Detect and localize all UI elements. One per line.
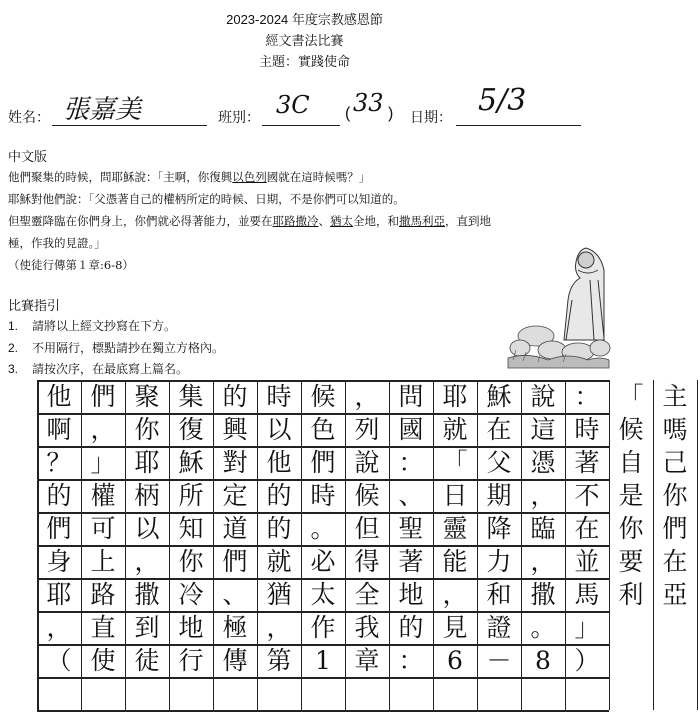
grid-cell: 猶	[257, 578, 302, 611]
grid-cell: ，	[521, 479, 566, 512]
grid-cell: 候	[345, 479, 390, 512]
grid-cell: 說	[345, 446, 390, 479]
grid-cell: ：	[389, 446, 434, 479]
grid-cell: ，	[345, 380, 390, 413]
number-value: 33	[353, 89, 384, 117]
place-judea: 猶太	[330, 214, 353, 228]
grid-cell: 時	[565, 413, 610, 446]
grid-cell: 候	[609, 413, 654, 446]
grid-cell: ，	[125, 545, 170, 578]
grid-cell: 上	[81, 545, 126, 578]
grid-cell: 臨	[521, 512, 566, 545]
grid-cell: 。	[301, 512, 346, 545]
grid-cell: 聚	[125, 380, 170, 413]
grid-cell: 要	[609, 545, 654, 578]
grid-cell: 聖	[389, 512, 434, 545]
grid-cell	[345, 677, 390, 710]
grid-line	[37, 446, 609, 448]
grid-cell: 能	[433, 545, 478, 578]
grid-cell: 力	[477, 545, 522, 578]
grid-line	[37, 710, 609, 712]
grid-cell: 傳	[213, 644, 258, 677]
grid-cell: ：	[565, 380, 610, 413]
grid-row	[37, 644, 609, 677]
grid-cell: 「	[609, 380, 654, 413]
passage-line-2: 耶穌對他們說：「父憑著自己的權柄所定的時候、日期，不是你們可以知道的。	[8, 192, 405, 206]
date-value: 5/3	[478, 83, 527, 118]
grid-cell: 亞	[653, 578, 698, 611]
grid-cell: 你	[125, 413, 170, 446]
grid-cell: 、	[213, 578, 258, 611]
grid-cell: ，	[37, 611, 82, 644]
grid-cell: 得	[345, 545, 390, 578]
grid-cell: 在	[477, 413, 522, 446]
grid-cell	[213, 677, 258, 710]
grid-cell: 的	[257, 479, 302, 512]
grid-line	[37, 545, 609, 547]
grid-cell: 期	[477, 479, 522, 512]
grid-cell: 」	[81, 446, 126, 479]
grid-cell	[169, 677, 214, 710]
place-jerusalem: 耶路撒冷	[272, 214, 319, 228]
name-value: 張嘉美	[63, 95, 142, 125]
grid-cell: 興	[213, 413, 258, 446]
grid-cell: 身	[37, 545, 82, 578]
grid-row	[37, 413, 688, 446]
grid-cell: 們	[37, 512, 82, 545]
grid-row	[37, 611, 609, 644]
grid-cell: 我	[345, 611, 390, 644]
grid-cell: 時	[257, 380, 302, 413]
grid-cell	[565, 677, 610, 710]
grid-cell: 時	[301, 479, 346, 512]
grid-cell: 到	[125, 611, 170, 644]
grid-line	[37, 512, 609, 514]
grid-cell: 。	[521, 611, 566, 644]
grid-cell: 在	[653, 545, 698, 578]
grid-cell: 徒	[125, 644, 170, 677]
grid-cell: 們	[81, 380, 126, 413]
grid-cell: 耶	[125, 446, 170, 479]
grid-cell: 「	[433, 446, 478, 479]
grid-cell	[257, 677, 302, 710]
grid-cell	[125, 677, 170, 710]
grid-cell: 利	[609, 578, 654, 611]
grid-cell: 啊	[37, 413, 82, 446]
grid-cell: 全	[345, 578, 390, 611]
grid-cell: 路	[81, 578, 126, 611]
grid-cell: ）	[565, 644, 610, 677]
grid-cell: 的	[257, 512, 302, 545]
writing-grid	[37, 380, 688, 712]
grid-cell: 著	[389, 545, 434, 578]
grid-cell: 太	[301, 578, 346, 611]
grid-line	[37, 611, 609, 613]
grid-cell: 6	[433, 644, 478, 677]
grid-cell: 復	[169, 413, 214, 446]
grid-cell: 和	[477, 578, 522, 611]
grid-cell: 們	[301, 446, 346, 479]
number-open-paren: (	[345, 105, 351, 122]
instruction-2: 2. 不用隔行，標點請抄在獨立方格內。	[8, 341, 225, 355]
class-underline	[262, 125, 340, 126]
grid-line	[37, 413, 609, 415]
grid-cell: 知	[169, 512, 214, 545]
grid-cell: 自	[609, 446, 654, 479]
grid-cell: 著	[565, 446, 610, 479]
grid-line	[37, 479, 609, 481]
passage-line-4: 極，作我的見證。」	[8, 236, 106, 250]
grid-cell: 主	[653, 380, 698, 413]
passage-line-3: 但聖靈降臨在你們身上，你們就必得著能力，並要在耶路撒冷、猶太全地，和撒馬利亞，直到地	[8, 214, 491, 228]
passage-reference: （使徒行傳第１章:6-8）	[8, 258, 134, 272]
grid-cell: 對	[213, 446, 258, 479]
grid-cell: 父	[477, 446, 522, 479]
entry-info	[8, 83, 608, 135]
grid-cell: 憑	[521, 446, 566, 479]
grid-row	[37, 446, 688, 479]
grid-cell: 靈	[433, 512, 478, 545]
grid-cell: 地	[169, 611, 214, 644]
grid-cell: 1	[301, 644, 346, 677]
place-samaria: 撒馬利亞	[399, 214, 445, 228]
grid-cell	[609, 677, 654, 710]
instruction-1: 1. 請將以上經文抄寫在下方。	[8, 319, 177, 333]
grid-cell: ，	[257, 611, 302, 644]
grid-cell: 作	[301, 611, 346, 644]
grid-cell: 但	[345, 512, 390, 545]
grid-cell: 所	[169, 479, 214, 512]
grid-cell: 國	[389, 413, 434, 446]
grid-cell: ，	[521, 545, 566, 578]
grid-cell: 色	[301, 413, 346, 446]
grid-cell: 耶	[433, 380, 478, 413]
grid-cell	[609, 611, 654, 644]
grid-cell: 們	[213, 545, 258, 578]
instructions-title: 比賽指引	[8, 298, 61, 313]
grid-cell: ：	[389, 644, 434, 677]
grid-cell: 的	[213, 380, 258, 413]
grid-cell: 你	[609, 512, 654, 545]
grid-line	[37, 644, 609, 646]
grid-cell: ，	[433, 578, 478, 611]
grid-cell: 證	[477, 611, 522, 644]
grid-cell: 他	[257, 446, 302, 479]
grid-cell: 並	[565, 545, 610, 578]
grid-cell: 你	[169, 545, 214, 578]
grid-cell: 行	[169, 644, 214, 677]
grid-cell: 極	[213, 611, 258, 644]
grid-cell: 以	[125, 512, 170, 545]
grid-cell	[433, 677, 478, 710]
shepherd-illustration	[508, 240, 609, 368]
grid-cell: 們	[653, 512, 698, 545]
competition-title: 經文書法比賽	[265, 33, 344, 48]
grid-cell: 己	[653, 446, 698, 479]
grid-cell: 穌	[169, 446, 214, 479]
grid-cell	[389, 677, 434, 710]
grid-cell: 撒	[521, 578, 566, 611]
grid-cell: ？	[37, 446, 82, 479]
grid-cell: 的	[37, 479, 82, 512]
grid-cell: 權	[81, 479, 126, 512]
grid-cell: 集	[169, 380, 214, 413]
passage-title: 中文版	[8, 149, 48, 164]
place-israel: 以色列	[232, 170, 267, 184]
grid-cell: 耶	[37, 578, 82, 611]
grid-cell: 必	[301, 545, 346, 578]
grid-cell: 日	[433, 479, 478, 512]
event-title: 2023-2024 年度宗教感恩節	[226, 12, 383, 27]
grid-cell: 第	[257, 644, 302, 677]
grid-cell: 柄	[125, 479, 170, 512]
theme-title: 主題：實踐使命	[258, 54, 350, 69]
date-underline	[456, 125, 581, 126]
name-label: 姓名：	[8, 109, 50, 125]
grid-cell: 他	[37, 380, 82, 413]
grid-cell: 」	[565, 611, 610, 644]
grid-cell: 候	[301, 380, 346, 413]
date-label: 日期：	[410, 109, 452, 125]
grid-cell	[81, 677, 126, 710]
grid-cell: 不	[565, 479, 610, 512]
grid-cell: 這	[521, 413, 566, 446]
grid-cell: 嗎	[653, 413, 698, 446]
grid-cell: －	[477, 644, 522, 677]
grid-cell: 撒	[125, 578, 170, 611]
grid-cell: 馬	[565, 578, 610, 611]
grid-row	[37, 512, 688, 545]
grid-line	[37, 578, 609, 580]
grid-cell: 在	[565, 512, 610, 545]
grid-cell: 說	[521, 380, 566, 413]
grid-cell: 地	[389, 578, 434, 611]
number-close-paren: )	[388, 105, 394, 122]
grid-cell	[477, 677, 522, 710]
class-value: 3C	[276, 91, 310, 119]
grid-cell: 可	[81, 512, 126, 545]
grid-cell: 的	[389, 611, 434, 644]
grid-cell: 章	[345, 644, 390, 677]
grid-cell: ，	[81, 413, 126, 446]
grid-line	[37, 380, 609, 382]
grid-cell	[653, 644, 698, 677]
grid-cell	[609, 644, 654, 677]
grid-cell: 道	[213, 512, 258, 545]
grid-cell	[37, 677, 82, 710]
name-underline	[52, 125, 207, 126]
grid-cell: 就	[433, 413, 478, 446]
grid-cell: 以	[257, 413, 302, 446]
grid-cell: 列	[345, 413, 390, 446]
grid-cell: 你	[653, 479, 698, 512]
grid-cell: 、	[389, 479, 434, 512]
grid-cell: 冷	[169, 578, 214, 611]
class-label: 班別：	[218, 109, 260, 125]
grid-cell: 穌	[477, 380, 522, 413]
grid-cell	[301, 677, 346, 710]
grid-cell: 就	[257, 545, 302, 578]
grid-row	[37, 578, 688, 611]
grid-cell: 8	[521, 644, 566, 677]
grid-row	[37, 545, 688, 578]
grid-cell: （	[37, 644, 82, 677]
grid-cell: 見	[433, 611, 478, 644]
grid-row	[37, 677, 609, 710]
grid-cell: 降	[477, 512, 522, 545]
grid-row	[37, 479, 688, 512]
grid-cell	[653, 677, 698, 710]
grid-cell: 定	[213, 479, 258, 512]
grid-cell: 問	[389, 380, 434, 413]
instruction-3: 3. 請按次序，在最底寫上篇名。	[8, 362, 189, 376]
grid-line	[37, 677, 609, 679]
grid-cell: 直	[81, 611, 126, 644]
grid-cell	[653, 611, 698, 644]
grid-cell: 使	[81, 644, 126, 677]
grid-row	[37, 380, 688, 413]
grid-cell	[521, 677, 566, 710]
grid-cell: 是	[609, 479, 654, 512]
passage-line-1: 他們聚集的時候，問耶穌說：「主啊，你復興以色列國就在這時候嗎？」	[8, 170, 371, 184]
